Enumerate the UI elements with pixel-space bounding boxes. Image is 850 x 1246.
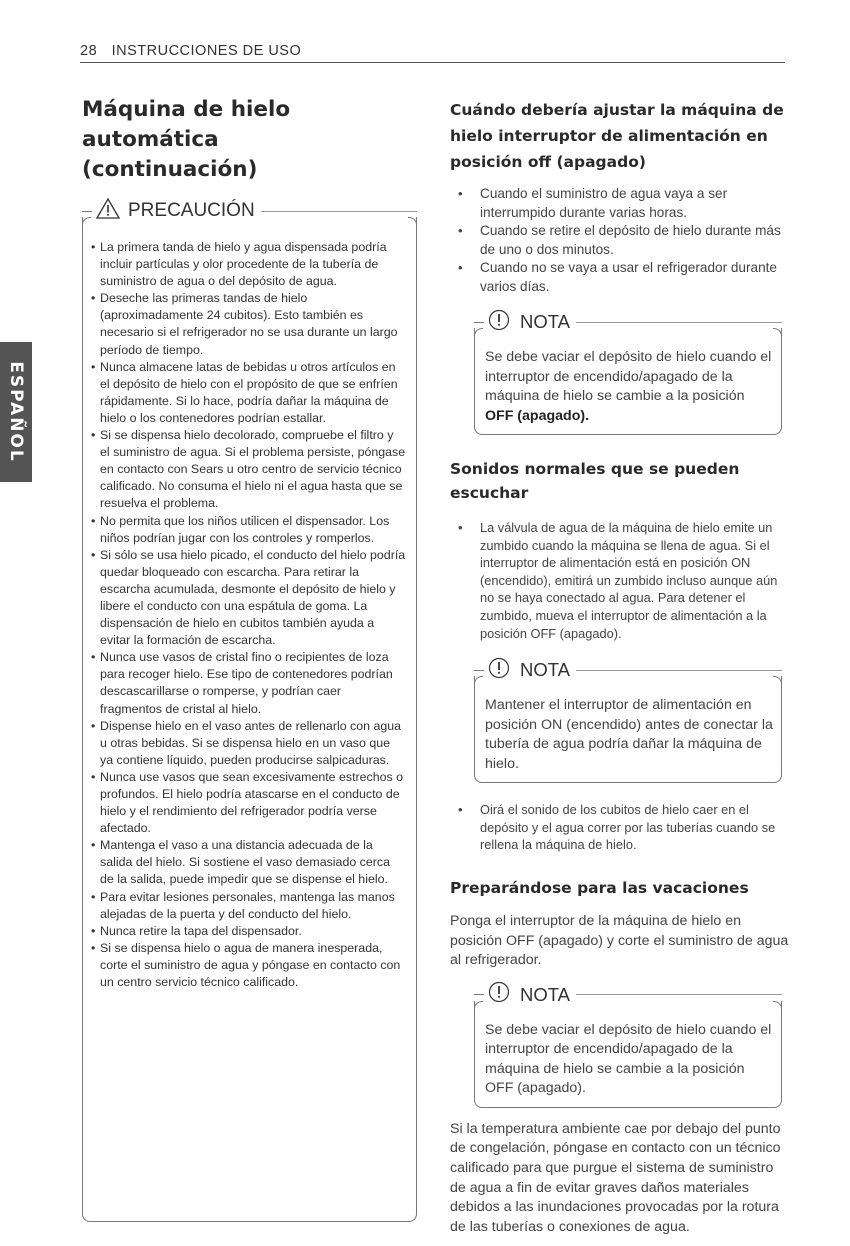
warning-triangle-icon xyxy=(96,198,120,225)
nota-title: NOTA xyxy=(520,311,571,332)
list-item: • Si se dispensa hielo decolorado, compruebe el filtro y el suministro de agua. Si el problema persiste, póngase en contacto con Sears u otro centro de servicio técnico calificado. No consuma el hielo ni el agua hasta que se resuelva el problema. xyxy=(91,427,406,512)
list-item: • Deseche las primeras tandas de hielo (aproximadamente 24 cubitos). Esto también es necesario si el refrigerador no se usa durante un largo período de tiempo. xyxy=(91,290,406,358)
normal-sounds-list-2 xyxy=(450,801,790,854)
nota-title: NOTA xyxy=(520,983,571,1005)
list-item: • Oirá el sonido de los cubitos de hielo caer en el depósito y el agua correr por las tuberías cuando se rellena la máquina de hielo. xyxy=(450,801,790,854)
list-item: • Nunca use vasos que sean excesivamente estrechos o profundos. El hielo podría atascarse en el conducto de hielo y el rendimiento del refrigerador podría verse afectado. xyxy=(91,769,406,837)
page-number: 28 xyxy=(80,43,98,59)
page-title: Máquina de hielo automática (continuación) xyxy=(82,97,291,182)
section-heading-off-position: Cuándo debería ajustar la máquina de hielo interruptor de alimentación en posición off (apagado) xyxy=(450,101,784,171)
list-item: • La válvula de agua de la máquina de hielo emite un zumbido cuando la máquina se llena de agua. Si el interruptor de alimentación está en posición ON (encendido), emitirá un zumbido incluso aunque aún no se haya conectado al agua. Para detener el zumbido, mueva el interruptor de alimentación a la posición OFF (apagado). xyxy=(450,519,790,642)
language-tab xyxy=(0,342,32,482)
list-item: • Cuando el suministro de agua vaya a ser interrumpido durante varias horas. xyxy=(450,185,790,222)
right-column xyxy=(450,95,790,1237)
nota-box-2 xyxy=(474,659,782,783)
nota-box-1 xyxy=(474,311,782,435)
nota-text: Se debe vaciar el depósito de hielo cuando el interruptor de encendido/apagado de la máquina de hielo se cambie a la posición OFF (apagado). xyxy=(485,349,772,424)
nota-text: Se debe vaciar el depósito de hielo cuando el interruptor de encendido/apagado de la máquina de hielo se cambie a la posición OFF (apagado). xyxy=(485,1021,772,1097)
info-icon xyxy=(488,309,510,336)
list-item: • Cuando se retire el depósito de hielo durante más de uno o dos minutos. xyxy=(450,222,790,259)
caution-list xyxy=(83,217,416,999)
language-tab-label: ESPAÑOL xyxy=(6,361,26,463)
off-position-list xyxy=(450,185,790,296)
list-item: • Dispense hielo en el vaso antes de rellenarlo con agua u otras bebidas. Si se dispensa hielo en un vaso que ya contiene líquido, pueden producirse salpicaduras. xyxy=(91,718,406,769)
nota-title: NOTA xyxy=(520,659,571,681)
info-icon xyxy=(488,657,510,684)
list-item: • No permita que los niños utilicen el dispensador. Los niños podrían jugar con los controles y romperlos. xyxy=(91,513,406,547)
freezing-text: Si la temperatura ambiente cae por debajo del punto de congelación, póngase en contacto con un técnico calificado para que purgue el sistema de suministro de agua a fin de evitar graves daños materiales debidos a las inundaciones provocadas por la rotura de las tuberías o conexiones de agua. xyxy=(450,1120,781,1235)
list-item: • Si sólo se usa hielo picado, el conducto del hielo podría quedar bloqueado con escarcha. Para retirar la escarcha acumulada, desmonte el depósito de hielo y libere el conducto con una espátula de goma. La dispensación de hielo en cubitos también ayuda a evitar la formación de escarcha. xyxy=(91,547,406,650)
section-heading-vacations: Preparándose para las vacaciones xyxy=(450,878,749,897)
list-item: • La primera tanda de hielo y agua dispensada podría incluir partículas y olor procedente de la tubería de suministro de agua o del depósito de agua. xyxy=(91,239,406,290)
list-item: • Nunca almacene latas de bebidas u otros artículos en el depósito de hielo con el propósito de que se enfríen rápidamente. Si lo hace, podría dañar la máquina de hielo o los contenedores podrían estallar. xyxy=(91,359,406,427)
nota-bold: OFF (apagado). xyxy=(485,407,590,424)
normal-sounds-list xyxy=(450,519,790,642)
section-heading-normal-sounds: Sonidos normales que se pueden escuchar xyxy=(450,460,740,502)
left-column xyxy=(82,95,417,1222)
list-item: • Nunca use vasos de cristal fino o recipientes de loza para recoger hielo. Ese tipo de contenedores podrían descascarillarse o romperse, y podrían caer fragmentos de cristal al hielo. xyxy=(91,649,406,717)
nota-box-3 xyxy=(474,983,782,1108)
list-item: • Para evitar lesiones personales, mantenga las manos alejadas de la puerta y del conducto del hielo. xyxy=(91,889,406,923)
nota-text: Mantener el interruptor de alimentación en posición ON (encendido) antes de conectar la tubería de agua podría dañar la máquina de hielo. xyxy=(485,697,773,772)
vacations-text: Ponga el interruptor de la máquina de hielo en posición OFF (apagado) y corte el suministro de agua al refrigerador. xyxy=(450,912,789,969)
section-title: INSTRUCCIONES DE USO xyxy=(111,43,302,59)
page-header xyxy=(80,42,785,63)
list-item: • Cuando no se vaya a usar el refrigerador durante varios días. xyxy=(450,259,790,296)
list-item: • Nunca retire la tapa del dispensador. xyxy=(91,923,406,940)
info-icon xyxy=(488,981,510,1008)
caution-title: PRECAUCIÓN xyxy=(128,200,255,221)
list-item: • Mantenga el vaso a una distancia adecuada de la salida del hielo. Si sostiene el vaso demasiado cerca de la salida, puede impedir que se dispense el hielo. xyxy=(91,837,406,888)
caution-box xyxy=(82,200,417,1222)
list-item: • Si se dispensa hielo o agua de manera inesperada, corte el suministro de agua y póngase en contacto con un centro servicio técnico calificado. xyxy=(91,940,406,991)
